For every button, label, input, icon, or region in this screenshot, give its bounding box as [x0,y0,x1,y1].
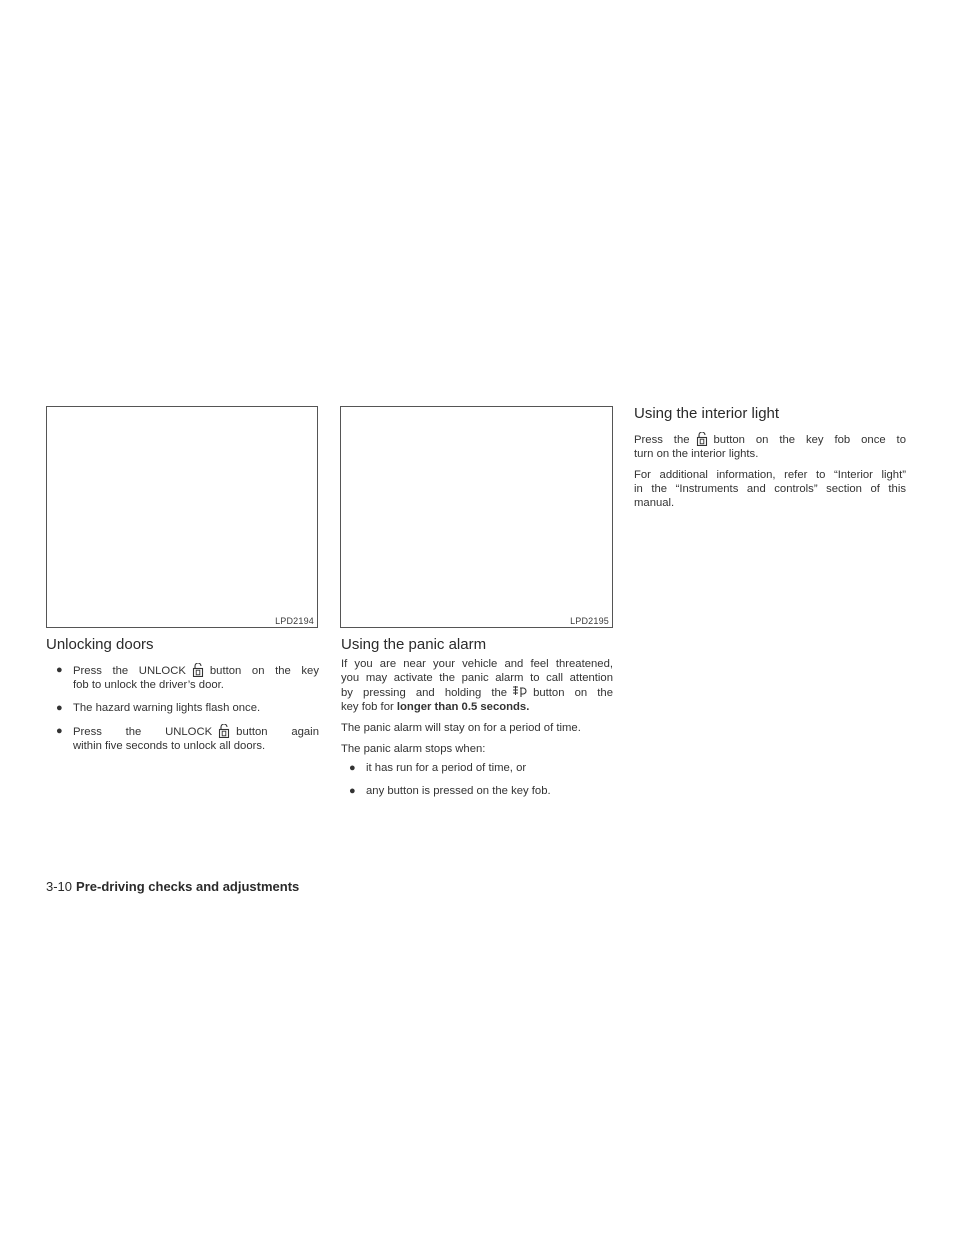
list-item [53,663,319,692]
figure-id: LPD2195 [570,616,609,626]
text-fragment: key fob for [341,701,397,713]
text-line [341,700,613,714]
section-title: Pre-driving checks and adjustments [76,879,300,894]
bullet-text: button again [236,726,319,738]
text-line: For additional information, refer to “Interior light” [634,469,906,481]
panic-alarm-section [341,657,613,807]
unlock-icon [190,663,206,677]
list-item [53,724,319,753]
list-item [341,761,613,775]
text-fragment: button on the [533,687,613,699]
panic-paragraph-3: The panic alarm stops when: [341,743,486,755]
text-line: you may activate the panic alarm to call attention [341,672,613,684]
unlock-icon [694,432,710,446]
figure-panic-alarm [340,406,613,628]
list-item [53,701,319,715]
bullet-dot: ● [349,785,356,797]
panic-alarm-icon [511,685,529,699]
unlocking-doors-section [53,663,319,762]
bullet-line [73,724,319,739]
bullet-dot: ● [56,664,63,676]
figure-unlocking-doors [46,406,318,628]
bullet-dot: ● [349,762,356,774]
text-line: manual. [634,497,675,509]
bullet-text: Press the UNLOCK [73,726,213,738]
bullet-line: within five seconds to unlock all doors. [73,740,266,752]
interior-paragraph-2 [634,468,906,510]
bullet-text: button on the key [209,665,319,677]
unlocking-bullet-list [53,663,319,753]
text-line: in the “Instruments and controls” section of this [634,483,906,495]
page-number: 3-10 [46,879,73,894]
panic-stop-list [341,761,613,798]
heading-panic-alarm: Using the panic alarm [341,636,487,653]
heading-interior-light: Using the interior light [634,405,780,422]
text-fragment: by pressing and holding the [341,687,508,699]
interior-paragraph-1 [634,432,906,461]
heading-unlocking-doors: Unlocking doors [46,636,154,653]
figure-id: LPD2194 [275,616,314,626]
page-footer [46,879,299,894]
bullet-line [73,663,319,678]
text-line [634,432,906,447]
interior-light-section [634,432,906,517]
bullet-dot: ● [56,725,63,737]
bullet-line: The hazard warning lights flash once. [73,702,261,714]
bullet-line: fob to unlock the driver’s door. [73,679,224,691]
list-item [341,784,613,798]
bullet-line: any button is pressed on the key fob. [366,785,551,797]
panic-paragraph-2: The panic alarm will stay on for a period of time. [341,722,581,734]
text-fragment: Press the [634,434,690,446]
text-fragment: button on the key fob once to [713,434,906,446]
emphasis-text: longer than 0.5 seconds. [396,701,530,713]
bullet-dot: ● [56,702,63,714]
panic-paragraph-1 [341,657,613,714]
unlock-icon [216,724,232,738]
text-line: turn on the interior lights. [634,448,759,460]
text-line: If you are near your vehicle and feel threatened, [341,658,613,670]
bullet-line: it has run for a period of time, or [366,762,527,774]
bullet-text: Press the UNLOCK [73,665,186,677]
text-line [341,685,613,700]
